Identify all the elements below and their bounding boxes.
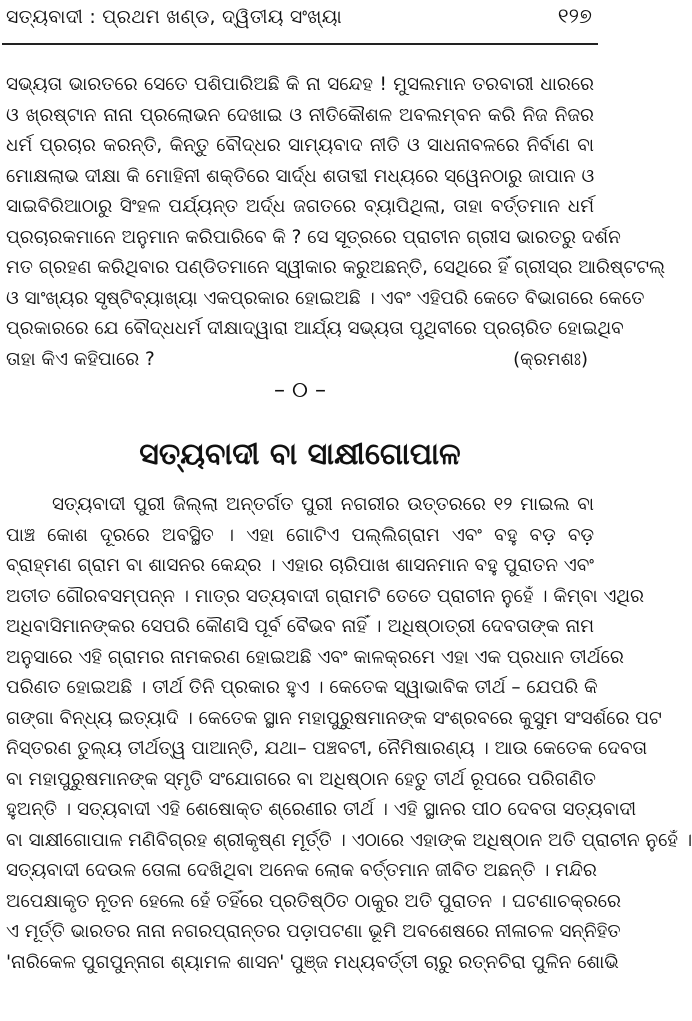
text-line: ସତ୍ୟବାଦୀ ପୁରୀ ଜିଲ୍ଲା ଅନ୍ତର୍ଗତ ପୁରୀ ନଗରୀର ଉତ୍ତରରେ ୧୨ ମାଇଲ ବା — [52, 494, 594, 515]
text-line: ପରିଣତ ହୋଇଅଛି । ତୀର୍ଥ ତିନି ପ୍ରକାର ହୁଏ । କେତେକ ସ୍ୱାଭାବିକ ତୀର୍ଥ – ଯେପରି କି — [6, 677, 598, 698]
page-number: ୧୨୭ — [557, 4, 592, 28]
text-line: ସତ୍ୟବାଦୀ ଦେଉଳ ତୋଳା ଦେଖିଥିବା ଅନେକ ଲୋକ ବର୍ତ୍ତମାନ ଜୀବିତ ଅଛନ୍ତି । ମନ୍ଦିର — [6, 860, 597, 881]
text-line: ସାଇବିରିଆଠାରୁ ସିଂହଳ ପର୍ଯ୍ୟନ୍ତ ଅର୍ଦ୍ଧ ଜଗତରେ ବ୍ୟାପିଥିଲା, ତାହା ବର୍ତ୍ତମାନ ଧର୍ମ — [6, 196, 594, 217]
text-line: ହୁଅନ୍ତି । ସତ୍ୟବାଦୀ ଏହି ଶେଷୋକ୍ତ ଶ୍ରେଣୀର ତୀର୍ଥ । ଏହି ସ୍ଥାନର ପୀଠ ଦେବତା ସତ୍ୟବାଦୀ — [6, 799, 637, 820]
text-line: ଅତୀତ ଗୌରବସମ୍ପନ୍ନ । ମାତ୍ର ସତ୍ୟବାଦୀ ଗ୍ରାମଟି ତେତେ ପ୍ରାଚୀନ ନୁହେଁ । କିମ୍ବା ଏଥିର — [6, 585, 644, 607]
article-title: ସତ୍ୟବାଦୀ ବା ସାକ୍ଷୀଗୋପାଳ — [139, 437, 461, 472]
text-line: ମତ ଗ୍ରହଣ କରିଥିବାର ପଣ୍ଡିତମାନେ ସ୍ୱୀକାର କରୁଅଛନ୍ତି, ସେଥିରେ ହିଁ ଗ୍ରୀସ୍‌ର ଆରିଷ୍ଟଟଲ୍‌ — [6, 257, 665, 278]
text-line: ପାଞ୍ଚ କୋଶ ଦୂରରେ ଅବସ୍ଥିତ । ଏହା ଗୋଟିଏ ପଲ୍ଲିଗ୍ରାମ ଏବଂ ବହୁ ବଡ଼ ବଡ଼ — [6, 524, 594, 546]
text-line: ସଭ୍ୟତା ଭାରତରେ ସେତେ ପଶିପାରିଅଛି କି ନା ସନ୍ଦେହ ! ମୁସଲମାନ ତରବାରୀ ଧାରରେ — [6, 74, 594, 95]
text-line: ଅନୁସାରେ ଏହି ଗ୍ରାମର ନାମକରଣ ହୋଇଅଛି ଏବଂ କାଳକ୍ରମେ ଏହା ଏକ ପ୍ରଧାନ ତୀର୍ଥରେ — [6, 646, 624, 668]
text-line: ବ୍ରାହ୍ମଣ ଗ୍ରାମ ବା ଶାସନର କେନ୍ଦ୍ର । ଏହାର ଚାରିପାଖ ଶାସନମାନ ବହୁ ପୁରାତନ ଏବଂ — [6, 555, 594, 576]
text-line: ଓ ସାଂଖ୍ୟର ସୃଷ୍ଟିବ୍ୟାଖ୍ୟା ଏକପ୍ରକାର ହୋଇଅଛି । ଏବଂ ଏହିପରି କେତେ ବିଭାଗରେ କେତେ — [6, 287, 645, 309]
running-head: ସତ୍ୟବାଦୀ : ପ୍ରଥମ ଖଣ୍ଡ, ଦ୍ୱିତୀୟ ସଂଖ୍ୟା — [6, 6, 342, 28]
text-line: ପ୍ରଚାରକମାନେ ଅନୁମାନ କରିପାରିବେ କି ? ସେ ସୂତ୍ରରେ ପ୍ରାଚୀନ ଗ୍ରୀସ ଭାରତରୁ ଦର୍ଶନ — [6, 226, 621, 248]
text-line: ମୋକ୍ଷଲାଭ ଦୀକ୍ଷା କି ମୋହିନୀ ଶକ୍ତିରେ ସାର୍ଦ୍ଧ ଶତାବ୍ଦୀ ମଧ୍ୟରେ ସ୍ୱେନଠାରୁ ଜାପାନ ଓ — [6, 165, 595, 187]
continued-paragraph — [6, 70, 665, 375]
text-line: ବା ସାକ୍ଷୀଗୋପାଳ ମଣିବିଗ୍ରହ ଶ୍ରୀକୃଷ୍ଣ ମୂର୍ତ୍ତି । ଏଠାରେ ଏହାଙ୍କ ଅଧିଷ୍ଠାନ ଅତି ପ୍ରାଚୀନ ନୁହେଁ । — [6, 829, 692, 851]
text-line: ବା ମହାପୁରୁଷମାନଙ୍କ ସ୍ମୃତି ସଂଯୋଗରେ ବା ଅଧିଷ୍ଠାନ ହେତୁ ତୀର୍ଥ ରୂପରେ ପରିଗଣିତ — [6, 768, 596, 790]
text-line: ଧର୍ମ ପ୍ରଚାର କରନ୍ତି, କିନ୍ତୁ ବୌଦ୍ଧର ସାମ୍ୟବାଦ ନୀତି ଓ ସାଧନାବଳରେ ନିର୍ବାଣ ବା — [6, 135, 594, 156]
text-line: 'ନାରିକେଳ ପୁଗପୁନ୍ନାଗ ଶ୍ୟାମଳ ଶାସନ' ପୁଞ୍ଜ ମଧ୍ୟବର୍ତ୍ତୀ ଚାରୁ ରତ୍ନଚିରା ପୁଳିନ ଶୋଭି — [6, 951, 619, 973]
text-line: ଅଧିବାସିମାନଙ୍କର ସେପରି କୌଣସି ପୂର୍ବ ବୈଭବ ନାହିଁ । ଅଧିଷ୍ଠାତ୍ରୀ ଦେବତାଙ୍କ ନାମ — [6, 616, 594, 637]
text-line: ଏ ମୂର୍ତ୍ତି ଭାରତର ନାନା ନଗରପ୍ରାନ୍ତର ପଡ଼ାପଟଣା ଭୂମି ଅବଶେଷରେ ନୀଳାଚଳ ସନ୍ନିହିତ — [6, 921, 621, 942]
section-separator: – ୦ – — [274, 378, 326, 403]
article-paragraph — [6, 490, 692, 978]
to-be-continued-label: (କ୍ରମଶଃ) — [513, 348, 588, 370]
last-line-row — [6, 345, 594, 376]
text-line: ଅପେକ୍ଷାକୃତ ନୂତନ ହେଲେ ହେଁ ତହିଁରେ ପ୍ରତିଷ୍ଠିତ ଠାକୁର ଅତି ପୁରାତନ । ଘଟଣାଚକ୍ରରେ — [6, 890, 621, 912]
text-line: ତାହା କିଏ କହିପାରେ ? — [6, 348, 155, 370]
text-line: ପ୍ରକାରରେ ଯେ ବୌଦ୍ଧଧର୍ମ ଦୀକ୍ଷାଦ୍ୱାରା ଆର୍ଯ୍ୟ ସଭ୍ୟତା ପୃଥିବୀରେ ପ୍ରଚାରିତ ହୋଇଥିବ — [6, 318, 624, 339]
text-line: ଓ ଖ୍ରଷ୍ଟାନ ନାନା ପ୍ରଲୋଭନ ଦେଖାଇ ଓ ନୀତିକୌଶଳ ଅବଲମ୍ବନ କରି ନିଜ ନିଜର — [6, 104, 594, 126]
text-line: ନିସ୍ତରଣ ତୁଲ୍ୟ ତୀର୍ଥତ୍ୱ ପାଆନ୍ତି, ଯଥା– ପଞ୍ଚବଟୀ, ନୈମିଷାରଣ୍ୟ । ଆଉ କେତେକ ଦେବତା — [6, 738, 648, 759]
header-rule — [2, 43, 598, 45]
text-line: ଗଙ୍ଗା ବିନ୍ଧ୍ୟ ଇତ୍ୟାଦି । କେତେକ ସ୍ଥାନ ମହାପୁରୁଷମାନଙ୍କ ସଂଶ୍ରବରେ କୁସୁମ ସଂସର୍ଶରେ ପଟ — [6, 707, 662, 729]
